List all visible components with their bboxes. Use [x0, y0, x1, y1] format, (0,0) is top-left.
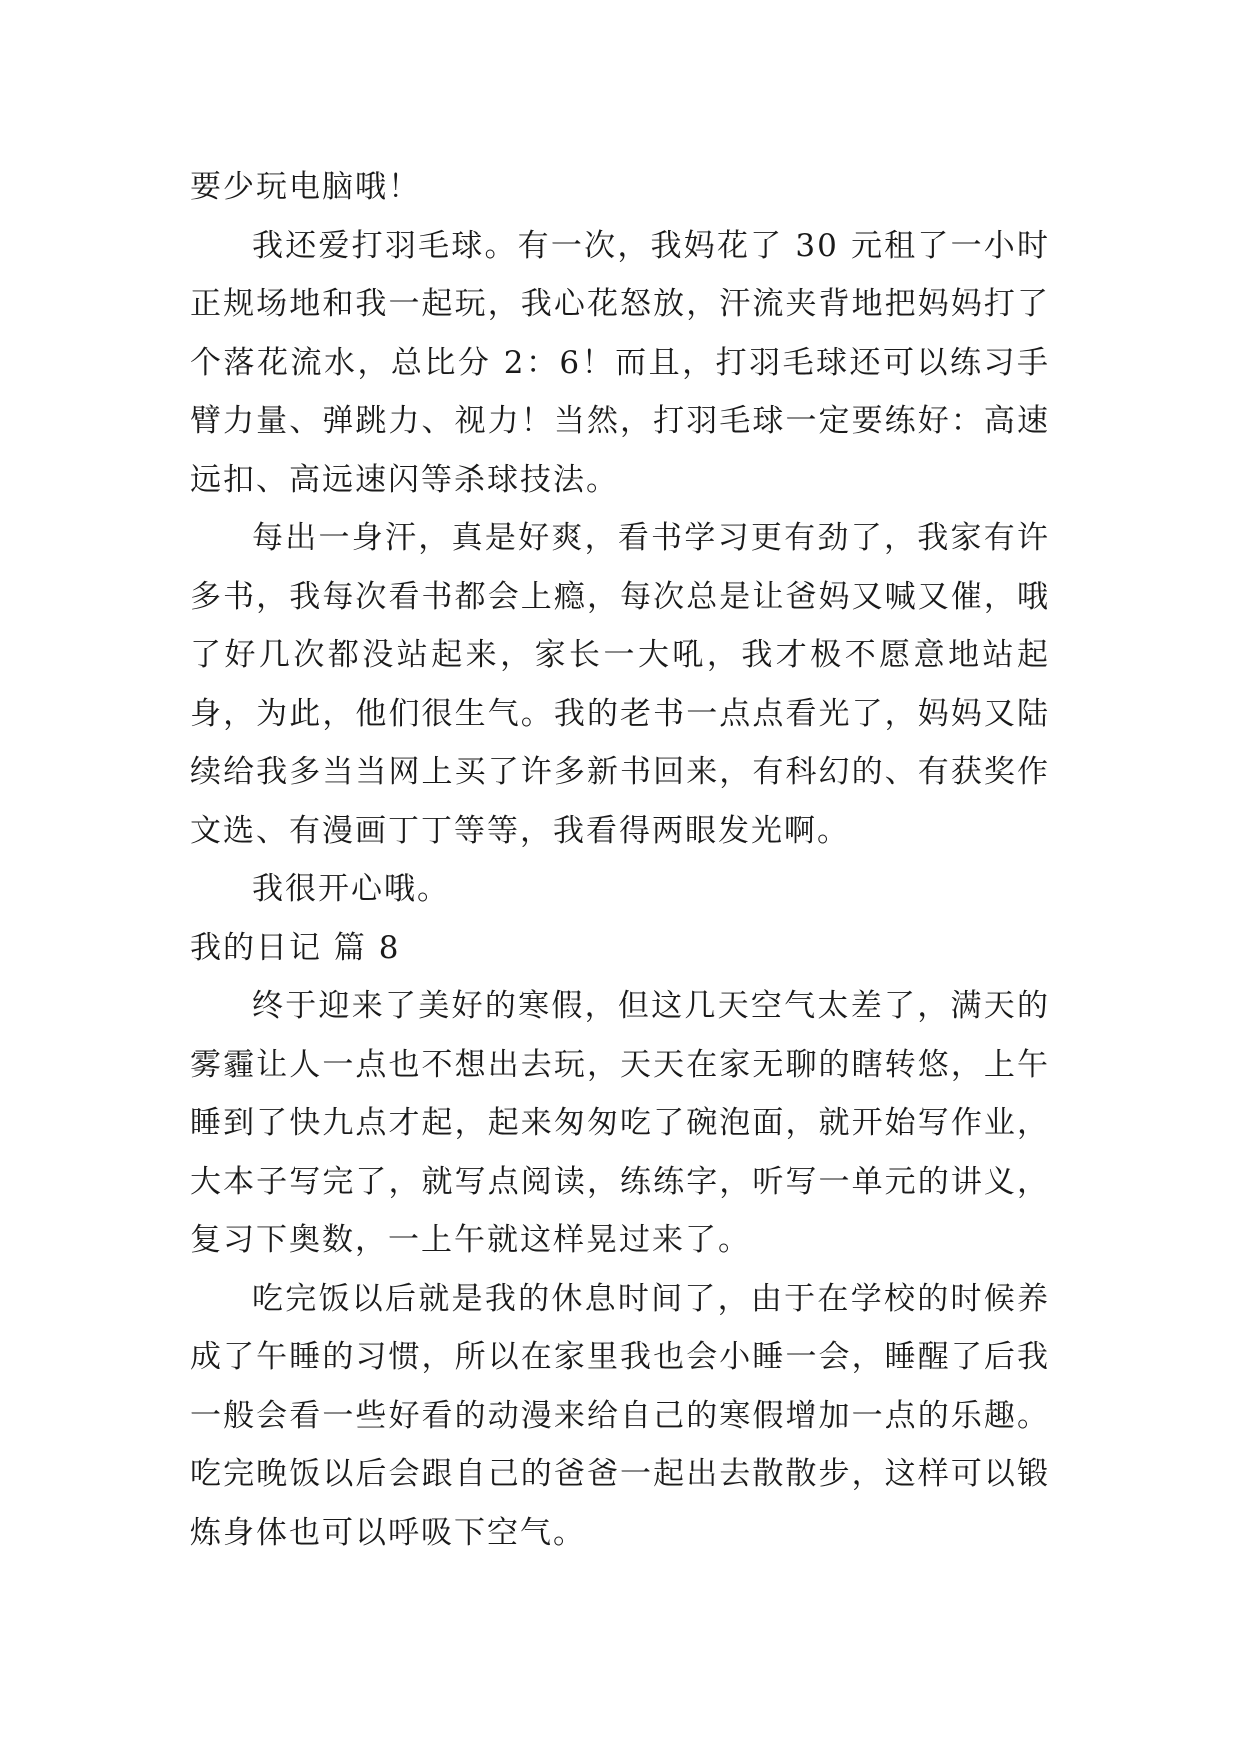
paragraph-4: 我很开心哦。 — [252, 871, 450, 907]
section-heading: 我的日记 篇 8 — [190, 929, 401, 966]
paragraph-2: 我还爱打羽毛球。有一次，我妈花了 30 元租了一小时正规场地和我一起玩，我心花怒放，汗流夹背地把妈妈打了个落花流水，总比分 2：6！而且，打羽毛球还可以练习手臂力量、弹跳力、视力！当然，打羽毛球一定要练好：高速远扣、高远速闪等杀球技法。 — [190, 227, 1050, 498]
document-body — [190, 158, 1050, 1562]
paragraph-6: 吃完饭以后就是我的休息时间了，由于在学校的时候养成了午睡的习惯，所以在家里我也会小睡一会，睡醒了后我一般会看一些好看的动漫来给自己的寒假增加一点的乐趣。吃完晚饭以后会跟自己的爸爸一起出去散散步，这样可以锻炼身体也可以呼吸下空气。 — [190, 1280, 1050, 1551]
paragraph-1: 要少玩电脑哦！ — [190, 169, 421, 205]
paragraph-5: 终于迎来了美好的寒假，但这几天空气太差了，满天的雾霾让人一点也不想出去玩，天天在家无聊的瞎转悠，上午睡到了快九点才起，起来匆匆吃了碗泡面，就开始写作业，大本子写完了，就写点阅读，练练字，听写一单元的讲义，复习下奥数，一上午就这样晃过来了。 — [190, 988, 1050, 1258]
paragraph-3: 每出一身汗，真是好爽，看书学习更有劲了，我家有许多书，我每次看书都会上瘾，每次总是让爸妈又喊又催，哦了好几次都没站起来，家长一大吼，我才极不愿意地站起身，为此，他们很生气。我的老书一点点看光了，妈妈又陆续给我多当当网上买了许多新书回来，有科幻的、有获奖作文选、有漫画丁丁等等，我看得两眼发光啊。 — [190, 520, 1050, 849]
